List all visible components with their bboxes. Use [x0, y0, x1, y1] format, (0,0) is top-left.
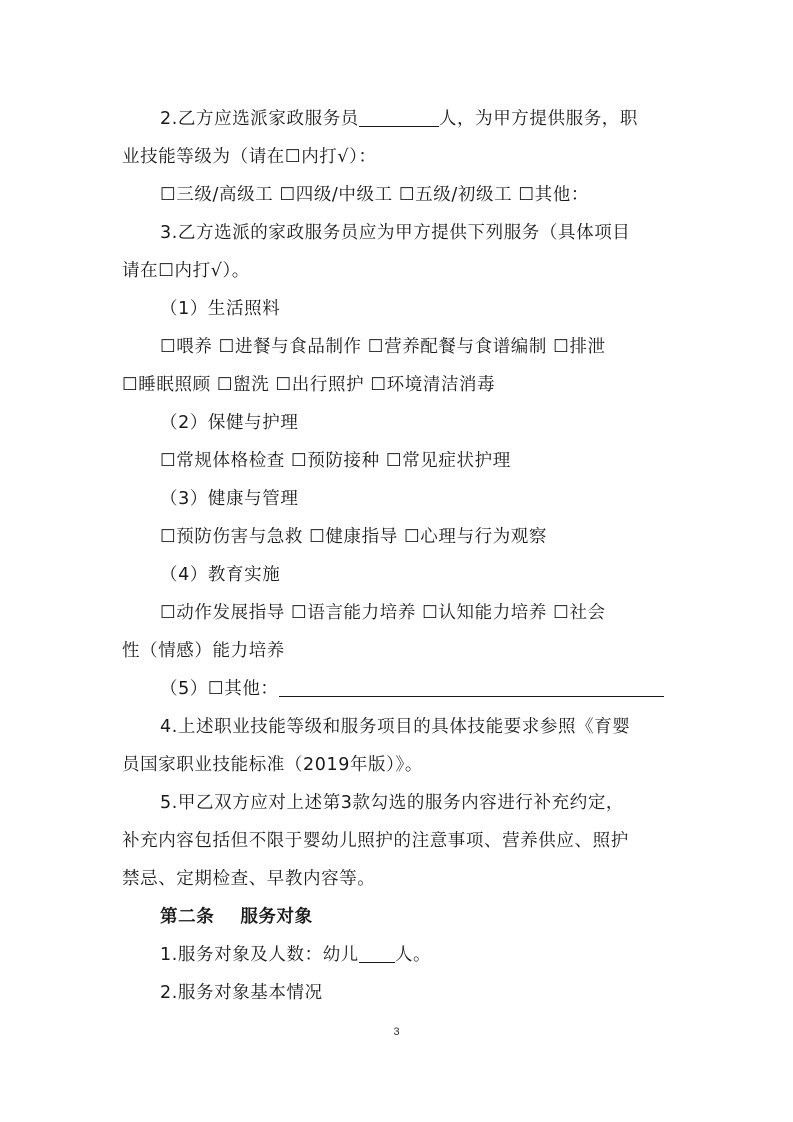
article-2-title: 服务对象 — [240, 907, 313, 927]
child-count-blank[interactable] — [359, 944, 395, 963]
service-target-count-suffix: 人。 — [394, 945, 432, 965]
article-2-heading — [160, 905, 720, 929]
clause-3-continuation: 请在☐内打√）。 — [122, 261, 250, 281]
clause-2-line — [160, 107, 720, 131]
clause-4-line: 4.上述职业技能等级和服务项目的具体技能要求参照《育婴 — [160, 717, 631, 737]
other-services-line — [160, 677, 720, 701]
service-target-count-line — [160, 943, 720, 967]
clause-2-text-a: 2.乙方应选派家政服务员 — [160, 109, 359, 129]
health-care-options: ☐常规体格检查 ☐预防接种 ☐常见症状护理 — [160, 451, 511, 471]
clause-5-line: 5.甲乙双方应对上述第3款勾选的服务内容进行补充约定， — [160, 793, 625, 813]
clause-4-continuation: 员国家职业技能标准（2019年版）》。 — [122, 755, 423, 775]
section-life-care-heading: （1）生活照料 — [160, 299, 281, 319]
other-services-label: （5）☐其他： — [160, 679, 279, 699]
education-options-1: ☐动作发展指导 ☐语言能力培养 ☐认知能力培养 ☐社会 — [160, 603, 606, 623]
clause-3-line: 3.乙方选派的家政服务员应为甲方提供下列服务（具体项目 — [160, 223, 631, 243]
page-number: 3 — [393, 1026, 400, 1038]
section-health-management-heading: （3）健康与管理 — [160, 489, 299, 509]
article-2-number: 第二条 — [160, 907, 215, 927]
staff-count-blank[interactable] — [359, 108, 439, 127]
clause-5-continuation-1: 补充内容包括但不限于婴幼儿照护的注意事项、营养供应、照护 — [122, 831, 629, 851]
section-education-heading: （4）教育实施 — [160, 565, 281, 585]
life-care-options-1: ☐喂养 ☐进餐与食品制作 ☐营养配餐与食谱编制 ☐排泄 — [160, 337, 606, 357]
service-target-count-label: 1.服务对象及人数：幼儿 — [160, 945, 359, 965]
skill-level-prompt: 业技能等级为（请在☐内打√）： — [122, 147, 377, 167]
section-health-care-heading: （2）保健与护理 — [160, 413, 299, 433]
skill-level-options: ☐三级/高级工 ☐四级/中级工 ☐五级/初级工 ☐其他： — [160, 185, 589, 205]
other-services-blank[interactable] — [279, 678, 664, 697]
education-options-2: 性（情感）能力培养 — [122, 641, 285, 661]
clause-5-continuation-2: 禁忌、定期检查、早教内容等。 — [122, 869, 376, 889]
life-care-options-2: ☐睡眠照顾 ☐盥洗 ☐出行照护 ☐环境清洁消毒 — [122, 375, 496, 395]
clause-2-text-b: 人，为甲方提供服务，职 — [438, 109, 639, 129]
service-target-info-line: 2.服务对象基本情况 — [160, 983, 323, 1003]
health-management-options: ☐预防伤害与急救 ☐健康指导 ☐心理与行为观察 — [160, 527, 547, 547]
